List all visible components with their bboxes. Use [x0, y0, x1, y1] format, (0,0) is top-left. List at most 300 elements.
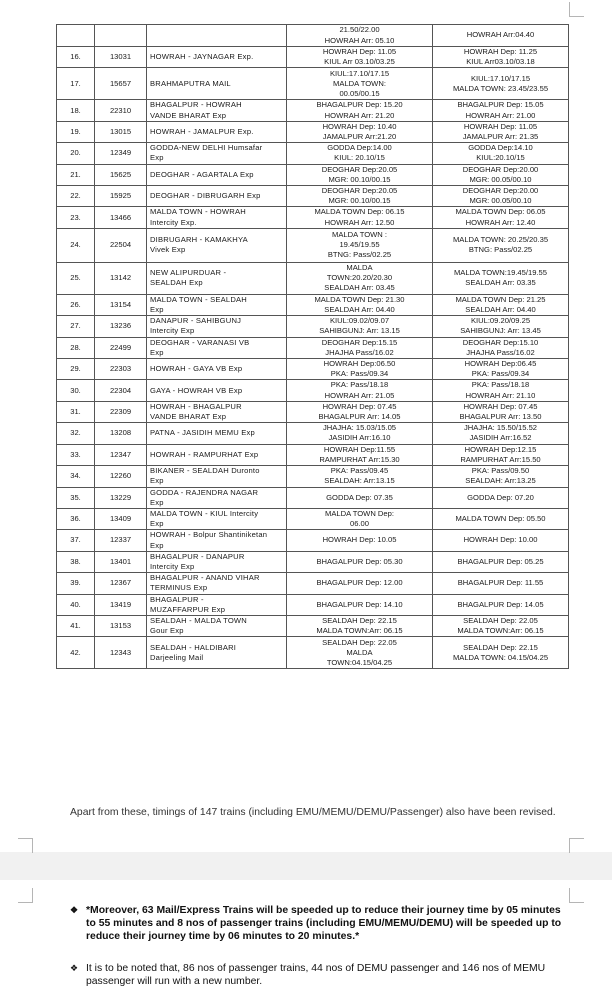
existing-timing-line: SEALDAH Dep: 22.05	[322, 637, 397, 647]
train-name-cell	[147, 68, 287, 100]
train-number-cell	[95, 637, 147, 669]
serial-number-cell	[57, 444, 95, 465]
revised-timing-line: BHAGALPUR Dep: 15.05	[457, 100, 544, 110]
train-number-cell	[95, 47, 147, 68]
existing-timing-line: PKA: Pass/18.18	[330, 380, 389, 390]
serial-number-cell	[57, 121, 95, 142]
existing-timing-line: MGR: 00.10/00.15	[328, 174, 391, 184]
serial-number: 20.	[70, 148, 81, 158]
existing-timing-line: BTNG: Pass/02.25	[327, 250, 392, 260]
serial-number: 36.	[70, 514, 81, 523]
train-name-line: BRAHMAPUTRA MAIL	[150, 78, 231, 88]
train-name-line: Exp	[150, 347, 164, 357]
revised-timing-line: JHAJHA Pass/16.02	[466, 347, 535, 357]
train-name-line: SEALDAH - MALDA TOWN	[150, 615, 247, 625]
existing-timing-line: GODDA Dep:14.00	[327, 143, 392, 153]
train-name-line: MUZAFFARPUR Exp	[150, 604, 226, 614]
revised-timing-cell	[433, 615, 569, 636]
existing-timing-line: HOWRAH Arr: 12.50	[324, 217, 395, 227]
train-number-cell	[95, 100, 147, 121]
train-number-cell	[95, 316, 147, 337]
train-name-line: Exp	[150, 497, 164, 507]
serial-number-cell	[57, 228, 95, 262]
revised-timing-line: JHAJHA: 15.50/15.52	[463, 423, 538, 433]
revised-timing-line: HOWRAH Arr: 21.00	[465, 110, 536, 120]
serial-number: 34.	[70, 471, 81, 481]
train-number-cell	[95, 68, 147, 100]
table-row	[57, 262, 569, 294]
serial-number-cell	[57, 530, 95, 551]
revised-timing-line: SEALDAH Dep: 22.15	[463, 642, 538, 652]
revised-timing-cell	[433, 25, 569, 47]
table-row	[57, 47, 569, 68]
serial-number: 24.	[70, 240, 81, 250]
crop-mark	[569, 888, 584, 903]
revised-timing-cell	[433, 551, 569, 572]
crop-mark	[18, 838, 33, 853]
table-row	[57, 207, 569, 228]
train-name-cell	[147, 551, 287, 572]
existing-timing-cell	[287, 164, 433, 185]
train-number-cell	[95, 444, 147, 465]
train-name-cell	[147, 100, 287, 121]
revised-timing-line: BHAGALPUR Dep: 14.05	[457, 599, 544, 609]
train-name-line: DANAPUR - SAHIBGUNJ	[150, 316, 242, 326]
serial-number-cell	[57, 100, 95, 121]
existing-timing-line: MALDA TOWN Dep: 06.15	[314, 207, 405, 217]
existing-timing-line: JASIDIH Arr:16.10	[328, 433, 391, 443]
train-number-cell	[95, 487, 147, 508]
train-name-line: HOWRAH - Bolpur Shantiniketan	[150, 530, 268, 540]
existing-timing-line: RAMPURHAT Arr:15.30	[319, 454, 400, 464]
revision-note: Apart from these, timings of 147 trains (including EMU/MEMU/DEMU/Passenger) also have been revised.	[70, 807, 556, 818]
serial-number: 26.	[70, 299, 81, 309]
train-number: 15925	[109, 191, 132, 201]
train-number: 12343	[109, 647, 132, 657]
existing-timing-line: SEALDAH Arr: 03.45	[324, 283, 395, 293]
revised-timing-line: PKA: Pass/18.18	[471, 380, 530, 390]
table-row	[57, 487, 569, 508]
existing-timing-line: 00.05/00.15	[339, 89, 380, 98]
existing-timing-line: MALDA TOWN Dep:	[325, 508, 394, 518]
existing-timing-cell	[287, 380, 433, 401]
revised-timing-cell	[433, 444, 569, 465]
train-name-line: TERMINUS Exp	[150, 583, 208, 593]
table-row	[57, 100, 569, 121]
train-name-line: Darjeeling Mail	[150, 652, 204, 662]
table-body	[57, 25, 569, 669]
serial-number-cell	[57, 466, 95, 487]
revised-timing-cell	[433, 143, 569, 164]
train-name-line: VANDE BHARAT Exp	[150, 110, 227, 120]
revised-timing-cell	[433, 359, 569, 380]
train-number-cell	[95, 294, 147, 315]
train-number-cell	[95, 121, 147, 142]
existing-timing-line: HOWRAH Dep: 11.05	[322, 47, 397, 56]
revised-timing-line: HOWRAH Dep: 07.45	[463, 401, 538, 411]
train-number: 12367	[109, 578, 132, 588]
train-name-line: BHAGALPUR - ANAND VIHAR	[150, 573, 260, 583]
revised-timing-line: MALDA TOWN Dep: 21.25	[455, 294, 546, 304]
revised-timing-line: BHAGALPUR Arr: 13.50	[459, 412, 542, 422]
train-name-cell	[147, 228, 287, 262]
existing-timing-line: SEALDAH Arr: 04.40	[324, 305, 395, 315]
revised-timing-line: MALDA TOWN Dep: 06.05	[455, 207, 546, 217]
train-number: 13236	[109, 321, 132, 331]
revised-timing-cell	[433, 380, 569, 401]
train-number: 15657	[109, 78, 132, 88]
existing-timing-line: HOWRAH Dep: 10.40	[322, 121, 397, 131]
train-number: 12347	[109, 449, 132, 459]
train-name-cell	[147, 401, 287, 422]
train-name-cell	[147, 380, 287, 401]
existing-timing-cell	[287, 508, 433, 529]
train-number: 12337	[109, 535, 132, 545]
train-name-line: MALDA TOWN - HOWRAH	[150, 207, 246, 217]
existing-timing-cell	[287, 444, 433, 465]
serial-number: 22.	[70, 191, 81, 201]
serial-number-cell	[57, 594, 95, 615]
train-number-cell	[95, 615, 147, 636]
table-row	[57, 530, 569, 551]
serial-number: 33.	[70, 449, 81, 459]
train-number: 12260	[109, 471, 132, 481]
train-number-cell	[95, 551, 147, 572]
train-name-cell	[147, 121, 287, 142]
existing-timing-line: SEALDAH: Arr:13.15	[324, 476, 395, 486]
revised-timing-line: HOWRAH Dep:12.15	[464, 444, 537, 454]
revised-timing-cell	[433, 186, 569, 207]
serial-number-cell	[57, 68, 95, 100]
existing-timing-cell	[287, 359, 433, 380]
table-row	[57, 228, 569, 262]
train-name-cell	[147, 337, 287, 358]
existing-timing-line: KIUL Arr 03.10/03.25	[324, 57, 395, 67]
existing-timing-line: DEOGHAR Dep:20.05	[321, 164, 398, 174]
train-name-cell	[147, 530, 287, 551]
existing-timing-line: HOWRAH Dep:11.55	[323, 444, 396, 454]
table-row	[57, 121, 569, 142]
table-row	[57, 551, 569, 572]
revised-timing-cell	[433, 228, 569, 262]
train-number-cell	[95, 25, 147, 47]
train-name-line: Exp	[150, 519, 164, 529]
existing-timing-line: BHAGALPUR Dep: 14.10	[316, 599, 403, 609]
train-name-cell	[147, 466, 287, 487]
revised-timing-line: HOWRAH Dep: 10.00	[463, 535, 538, 545]
train-name-cell	[147, 444, 287, 465]
existing-timing-line: TOWN:04.15/04.25	[326, 657, 393, 667]
train-name-line: DIBRUGARH - KAMAKHYA	[150, 235, 248, 245]
existing-timing-line: BHAGALPUR Dep: 05.30	[316, 556, 403, 566]
train-name-line: GAYA - HOWRAH VB Exp	[150, 385, 243, 395]
train-name-line: DEOGHAR - AGARTALA Exp	[150, 169, 254, 179]
revised-timing-cell	[433, 530, 569, 551]
revised-timing-line: KIUL:09.20/09.25	[470, 316, 531, 326]
serial-number-cell	[57, 294, 95, 315]
table-row	[57, 401, 569, 422]
existing-timing-line: MALDA	[346, 647, 373, 657]
train-name-line: SEALDAH Exp	[150, 278, 203, 288]
serial-number-cell	[57, 615, 95, 636]
train-name-line: HOWRAH - GAYA VB Exp	[150, 364, 243, 374]
train-name-cell	[147, 186, 287, 207]
existing-timing-line: JAMALPUR Arr:21.20	[322, 132, 397, 142]
existing-timing-line: MALDA TOWN:Arr: 06.15	[316, 626, 403, 636]
bullet-text: *Moreover, 63 Mail/Express Trains will be speeded up to reduce their journey time by 05 minutes to 55 minutes and 8 nos of passenger trains (including EMU/MEMU/DEMU) will be speeded up to reduce their journey time by 06 minutes to 20 minutes.*	[86, 905, 562, 942]
revised-timing-line: JASIDIH Arr:16.52	[469, 433, 532, 443]
train-number: 15625	[109, 169, 132, 179]
revised-timing-cell	[433, 68, 569, 100]
train-number: 22504	[109, 240, 132, 250]
train-number-cell	[95, 508, 147, 529]
train-name-cell	[147, 487, 287, 508]
revised-timing-cell	[433, 207, 569, 228]
diamond-bullet-icon: ❖	[70, 905, 79, 915]
train-number: 13419	[109, 599, 132, 609]
train-name-line: Exp	[150, 476, 164, 486]
revised-timing-line: SEALDAH Arr: 04.40	[465, 305, 536, 315]
serial-number-cell	[57, 262, 95, 294]
serial-number-cell	[57, 551, 95, 572]
revised-timing-line: DEOGHAR Dep:20.00	[462, 164, 539, 174]
existing-timing-line: BHAGALPUR Dep: 12.00	[316, 578, 403, 588]
serial-number-cell	[57, 207, 95, 228]
train-number-cell	[95, 186, 147, 207]
train-number: 13401	[109, 556, 132, 566]
serial-number-cell	[57, 25, 95, 47]
train-number: 13015	[109, 126, 132, 136]
train-number: 12349	[109, 148, 132, 158]
existing-timing-line: PKA: Pass/09.34	[330, 369, 389, 379]
train-number-cell	[95, 466, 147, 487]
train-name-line: Vivek Exp	[150, 245, 186, 255]
train-name-line: HOWRAH - RAMPURHAT Exp	[150, 449, 259, 459]
bullet-renumbering	[70, 962, 566, 988]
table-row	[57, 186, 569, 207]
serial-number-cell	[57, 401, 95, 422]
table-row	[57, 444, 569, 465]
train-name-cell	[147, 615, 287, 636]
table-row	[57, 68, 569, 100]
existing-timing-line: HOWRAH Arr: 21.20	[324, 110, 395, 120]
existing-timing-cell	[287, 207, 433, 228]
existing-timing-line: PKA: Pass/09.45	[330, 466, 389, 476]
train-name-line: SEALDAH - HALDIBARI	[150, 642, 237, 652]
train-number-cell	[95, 359, 147, 380]
table-row	[57, 359, 569, 380]
serial-number: 16.	[70, 52, 81, 62]
train-name-cell	[147, 262, 287, 294]
existing-timing-cell	[287, 100, 433, 121]
serial-number-cell	[57, 337, 95, 358]
table-row	[57, 294, 569, 315]
existing-timing-cell	[287, 143, 433, 164]
serial-number-cell	[57, 423, 95, 444]
train-number-cell	[95, 380, 147, 401]
revised-timing-line: MALDA TOWN: 04.15/04.25	[452, 652, 549, 662]
existing-timing-line: HOWRAH Arr: 21.05	[324, 390, 395, 400]
train-number-cell	[95, 573, 147, 594]
serial-number-cell	[57, 637, 95, 669]
serial-number-cell	[57, 487, 95, 508]
table-row	[57, 637, 569, 669]
revised-timing-line: PKA: Pass/09.50	[471, 466, 530, 476]
train-number-cell	[95, 164, 147, 185]
train-name-line: Gour Exp	[150, 626, 184, 636]
serial-number-cell	[57, 186, 95, 207]
serial-number: 40.	[70, 599, 81, 609]
table-row	[57, 466, 569, 487]
serial-number-cell	[57, 508, 95, 529]
revised-timing-line: HOWRAH Arr: 12.40	[465, 217, 536, 227]
table-row	[57, 337, 569, 358]
existing-timing-cell	[287, 637, 433, 669]
train-number-cell	[95, 228, 147, 262]
revised-timing-line: HOWRAH Arr:04.40	[466, 30, 535, 40]
train-number-cell	[95, 401, 147, 422]
table-row	[57, 594, 569, 615]
table-row	[57, 164, 569, 185]
train-number: 22310	[109, 105, 132, 115]
revised-timing-line: HOWRAH Arr: 21.10	[465, 390, 536, 400]
revised-timing-cell	[433, 508, 569, 529]
revised-timing-line: MGR: 00.05/00.10	[469, 196, 532, 206]
table-row	[57, 615, 569, 636]
serial-number: 35.	[70, 492, 81, 502]
table-row	[57, 573, 569, 594]
train-name-line: HOWRAH - BHAGALPUR	[150, 401, 242, 411]
existing-timing-line: MGR: 00.10/00.15	[328, 196, 391, 206]
train-name-cell	[147, 294, 287, 315]
train-name-cell	[147, 573, 287, 594]
crop-mark	[569, 2, 584, 17]
existing-timing-line: MALDA TOWN Dep: 21.30	[314, 294, 405, 304]
existing-timing-cell	[287, 530, 433, 551]
train-number: 13031	[109, 52, 132, 62]
existing-timing-cell	[287, 487, 433, 508]
revised-timing-line: MGR: 00.05/00.10	[469, 174, 532, 184]
train-name-cell	[147, 637, 287, 669]
revised-timing-cell	[433, 47, 569, 68]
train-name-cell	[147, 316, 287, 337]
existing-timing-line: HOWRAH Arr: 05.10	[324, 35, 395, 45]
existing-timing-line: JHAJHA Pass/16.02	[325, 347, 394, 357]
existing-timing-cell	[287, 551, 433, 572]
serial-number: 30.	[70, 385, 81, 395]
revised-timing-cell	[433, 294, 569, 315]
train-name-line: MALDA TOWN - KIUL Intercity	[150, 508, 259, 518]
revised-timing-line: MALDA TOWN Dep: 05.50	[455, 514, 546, 523]
revised-timing-cell	[433, 423, 569, 444]
diamond-bullet-icon: ❖	[70, 963, 79, 973]
train-name-line: Exp	[150, 540, 164, 550]
train-number: 22304	[109, 385, 132, 395]
train-number-cell	[95, 207, 147, 228]
bullet-text: It is to be noted that, 86 nos of passenger trains, 44 nos of DEMU passenger and 146 nos of MEMU passenger will run with a new number.	[86, 963, 546, 987]
serial-number: 23.	[70, 212, 81, 222]
existing-timing-cell	[287, 25, 433, 47]
train-number: 13154	[109, 299, 132, 309]
train-number: 13409	[109, 514, 132, 523]
revised-timing-line: HOWRAH Dep: 11.05	[463, 121, 538, 131]
train-number: 13153	[109, 621, 132, 631]
revised-timing-cell	[433, 121, 569, 142]
revised-timing-line: SEALDAH Dep: 22.05	[463, 615, 538, 625]
existing-timing-line: 21.50/22.00	[339, 25, 380, 35]
existing-timing-line: MALDA TOWN:	[333, 78, 386, 88]
train-name-cell	[147, 207, 287, 228]
train-number-cell	[95, 530, 147, 551]
existing-timing-line: HOWRAH Dep: 10.05	[322, 535, 397, 545]
revised-timing-line: RAMPURHAT Arr:15.50	[460, 454, 541, 464]
table-row	[57, 380, 569, 401]
existing-timing-cell	[287, 316, 433, 337]
serial-number-cell	[57, 164, 95, 185]
serial-number-cell	[57, 316, 95, 337]
serial-number: 18.	[70, 105, 81, 115]
table-row	[57, 508, 569, 529]
revised-timing-line: KIUL:20.10/15	[476, 153, 525, 163]
table-row	[57, 25, 569, 47]
revised-timing-line: HOWRAH Dep:06.45	[464, 359, 537, 369]
train-name-cell	[147, 359, 287, 380]
existing-timing-line: MALDA	[346, 263, 373, 273]
existing-timing-line: BHAGALPUR Arr: 14.05	[318, 412, 401, 422]
existing-timing-line: JHAJHA: 15.03/15.05	[322, 423, 397, 433]
serial-number: 25.	[70, 273, 81, 283]
train-number-cell	[95, 143, 147, 164]
train-name-line: HOWRAH - JAYNAGAR Exp.	[150, 52, 254, 62]
train-number: 13142	[109, 273, 132, 283]
existing-timing-line: 06.00	[349, 519, 369, 529]
timetable-revision-table	[56, 24, 569, 669]
revised-timing-line: MALDA TOWN:Arr: 06.15	[457, 626, 544, 636]
train-name-line: BHAGALPUR - DANAPUR	[150, 551, 245, 561]
train-name-line: VANDE BHARAT Exp	[150, 412, 227, 422]
serial-number: 29.	[70, 364, 81, 374]
train-name-line: Exp	[150, 305, 164, 315]
revised-timing-line: BHAGALPUR Dep: 11.55	[457, 578, 544, 588]
existing-timing-cell	[287, 186, 433, 207]
revised-timing-cell	[433, 487, 569, 508]
train-name-cell	[147, 143, 287, 164]
serial-number: 41.	[70, 621, 81, 631]
revised-timing-line: DEOGHAR Dep:20.00	[462, 186, 539, 196]
existing-timing-line: GODDA Dep: 07.35	[326, 492, 393, 502]
existing-timing-line: HOWRAH Dep: 07.45	[322, 401, 397, 411]
revised-timing-cell	[433, 594, 569, 615]
train-number-cell	[95, 262, 147, 294]
train-number-cell	[95, 337, 147, 358]
serial-number-cell	[57, 380, 95, 401]
revised-timing-line: DEOGHAR Dep:15.10	[462, 337, 539, 347]
existing-timing-cell	[287, 294, 433, 315]
revised-timing-line: JAMALPUR Arr: 21.35	[462, 132, 539, 142]
existing-timing-cell	[287, 228, 433, 262]
revised-timing-cell	[433, 401, 569, 422]
revised-timing-cell	[433, 316, 569, 337]
existing-timing-line: DEOGHAR Dep:20.05	[321, 186, 398, 196]
serial-number: 28.	[70, 342, 81, 352]
serial-number: 38.	[70, 556, 81, 566]
train-name-line: MALDA TOWN - SEALDAH	[150, 294, 247, 304]
revised-timing-line: HOWRAH Dep: 11.25	[463, 47, 538, 56]
train-name-cell	[147, 508, 287, 529]
train-name-cell	[147, 25, 287, 47]
revised-timing-line: BTNG: Pass/02.25	[468, 245, 533, 255]
revised-timing-cell	[433, 573, 569, 594]
